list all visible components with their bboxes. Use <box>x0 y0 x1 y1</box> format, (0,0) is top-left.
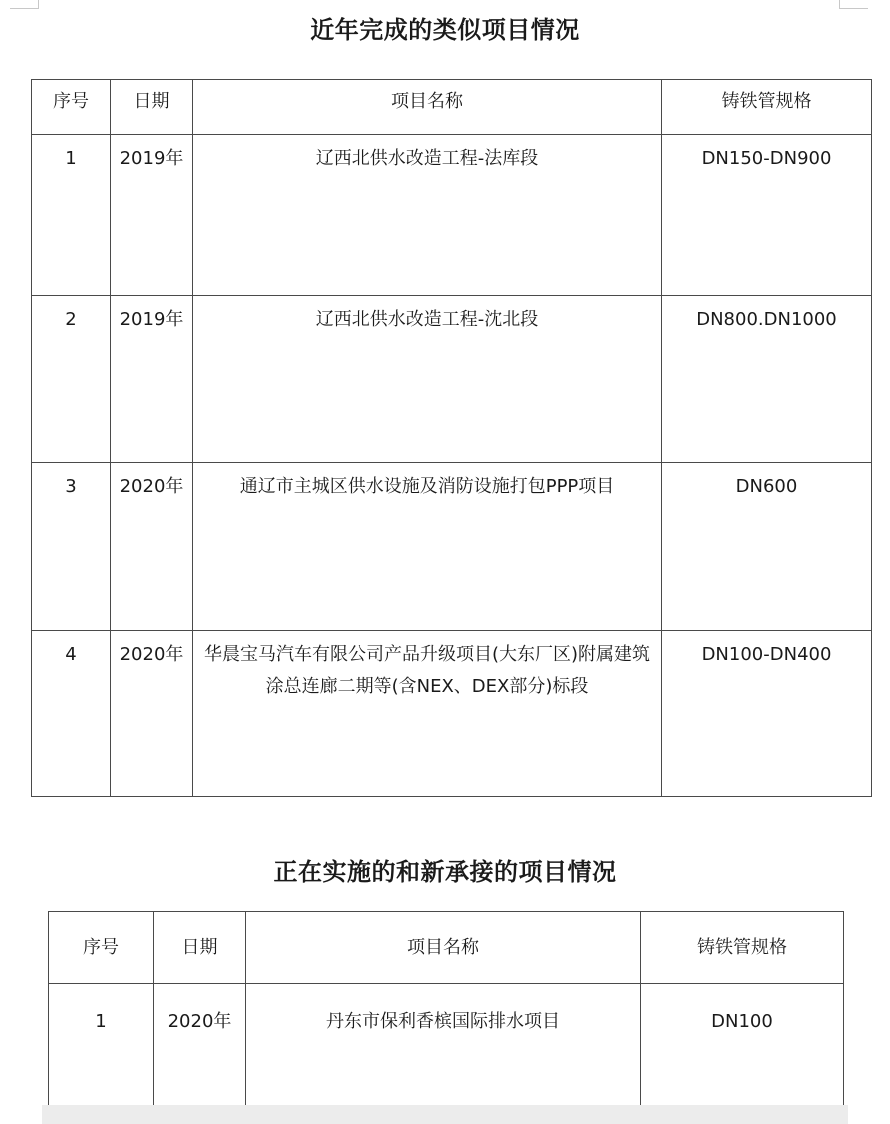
row-pipe-spec: DN600 <box>662 463 872 631</box>
row-pipe-spec: DN150-DN900 <box>662 135 872 296</box>
table-header-row <box>32 80 872 135</box>
row-project-name: 辽西北供水改造工程-法库段 <box>193 135 662 296</box>
header-project-name: 项目名称 <box>193 80 662 135</box>
table-row <box>32 463 872 631</box>
row-project-name: 丹东市保利香槟国际排水项目 <box>246 984 641 1108</box>
row-date: 2019年 <box>111 296 193 463</box>
header-pipe-spec: 铸铁管规格 <box>662 80 872 135</box>
row-date: 2020年 <box>111 463 193 631</box>
ongoing-projects-title: 正在实施的和新承接的项目情况 <box>273 858 617 886</box>
row-pipe-spec: DN100 <box>641 984 844 1108</box>
row-no: 4 <box>32 631 111 797</box>
table-header-row <box>49 912 844 984</box>
header-pipe-spec: 铸铁管规格 <box>641 912 844 984</box>
ongoing-projects-table <box>48 911 844 1108</box>
row-date: 2019年 <box>111 135 193 296</box>
crop-mark-left <box>10 0 39 9</box>
row-no: 3 <box>32 463 111 631</box>
row-pipe-spec: DN100-DN400 <box>662 631 872 797</box>
header-project-name: 项目名称 <box>246 912 641 984</box>
row-project-name: 辽西北供水改造工程-沈北段 <box>193 296 662 463</box>
bottom-scroll-area <box>42 1105 848 1124</box>
crop-mark-right <box>839 0 868 9</box>
completed-projects-title: 近年完成的类似项目情况 <box>310 16 580 44</box>
table-row <box>49 984 844 1108</box>
row-no: 1 <box>49 984 154 1108</box>
row-project-name: 华晨宝马汽车有限公司产品升级项目(大东厂区)附属建筑涂总连廊二期等(含NEX、DEX部分)标段 <box>193 631 662 797</box>
row-no: 1 <box>32 135 111 296</box>
row-date: 2020年 <box>154 984 246 1108</box>
completed-projects-table <box>31 79 872 797</box>
table-row <box>32 631 872 797</box>
header-date: 日期 <box>111 80 193 135</box>
row-date: 2020年 <box>111 631 193 797</box>
table-row <box>32 296 872 463</box>
row-project-name: 通辽市主城区供水设施及消防设施打包PPP项目 <box>193 463 662 631</box>
table-row <box>32 135 872 296</box>
header-no: 序号 <box>32 80 111 135</box>
header-no: 序号 <box>49 912 154 984</box>
row-no: 2 <box>32 296 111 463</box>
header-date: 日期 <box>154 912 246 984</box>
row-pipe-spec: DN800.DN1000 <box>662 296 872 463</box>
